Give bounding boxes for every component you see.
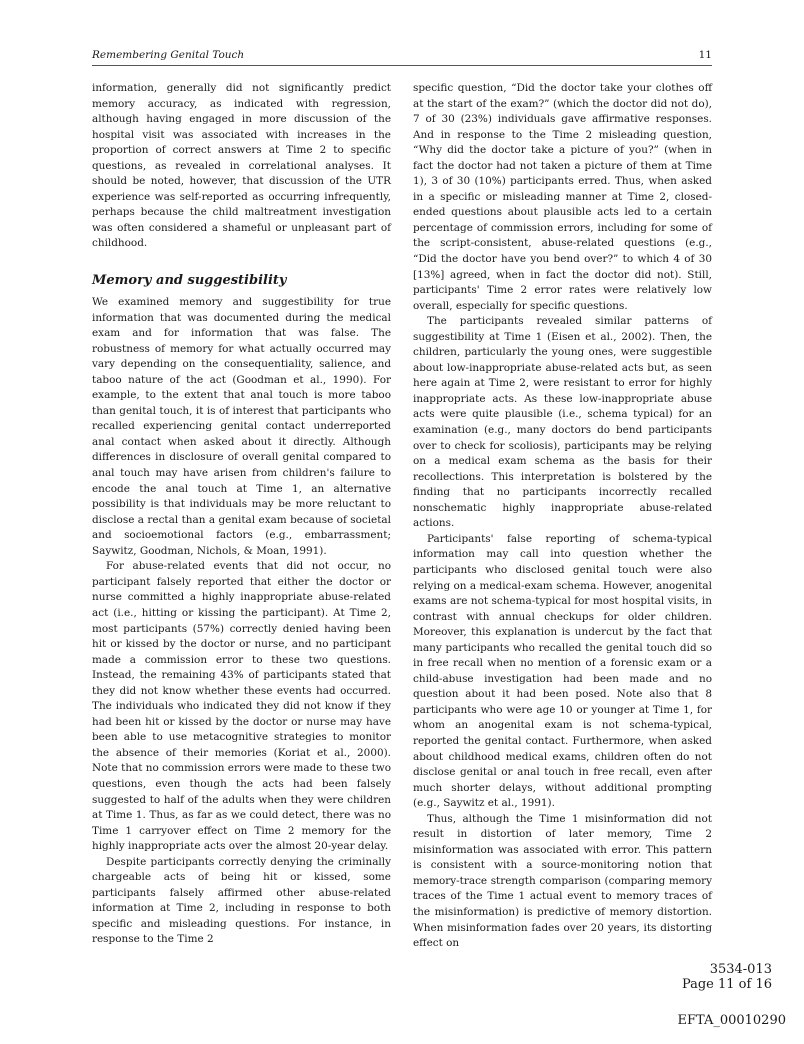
bates-number: EFTA_00010290 (677, 1013, 786, 1028)
left-column (92, 81, 391, 948)
header-rule (92, 65, 712, 66)
running-header (92, 49, 712, 65)
section-heading: Memory and suggestibility (92, 273, 287, 289)
paragraph: Despite participants correctly denying the criminally chargeable acts of being hit or kissed, some participants falsely affirmed other abuse-related information at Time 2, including in response to both specific and misleading questions. For instance, in response to the Time 2 (92, 855, 391, 946)
paragraph: We examined memory and suggestibility for true information that was documented during the medical exam and for information that was false. The robustness of memory for what actually occurred may vary depending on the consequentiality, salience, and taboo nature of the act (Goodman et al., 1990). For example, to the extent that anal touch is more taboo than genital touch, it is of interest that participants who recalled experiencing genital contact underreported anal contact when asked about it directly. Although differences in disclosure of overall genital compared to anal touch may have arisen from children's failure to encode the anal touch at Time 1, an alternative possibility is that individuals may be more reluctant to disclose a rectal than a genital exam because of societal and socioemotional factors (e.g., embarrassment; Saywitz, Goodman, Nichols, & Moan, 1991). (92, 296, 391, 557)
paragraph: information, generally did not significantly predict memory accuracy, as indicated with regression, although having engaged in more discussion of the hospital visit was associated with increases in the proportion of correct answers at Time 2 to specific questions, as revealed in correlational analyses. It should be noted, however, that discussion of the UTR experience was self-reported as occurring infrequently, perhaps because the child maltreatment investigation was often considered a shameful or unpleasant part of childhood. (92, 82, 391, 250)
paragraph: For abuse-related events that did not occur, no participant falsely reported that either the doctor or nurse committed a highly inappropriate abuse-related act (i.e., hitting or kissing the participant). At Time 2, most participants (57%) correctly denied having been hit or kissed by the doctor or nurse, and no participant made a commission error to these two questions. Instead, the remaining 43% of participants stated that they did not know whether these events had occurred. The individuals who indicated they did not know if they had been hit or kissed by the doctor or nurse may have been able to use metacognitive strategies to monitor the absence of their memories (Koriat et al., 2000). Note that no commission errors were made to these two questions, even though the acts had been falsely suggested to half of the adults when they were children at Time 1. Thus, as far as we could detect, there was no Time 1 carryover effect on Time 2 memory for the highly inappropriate acts over the almost 20-year delay. (92, 560, 391, 853)
paragraph: specific question, “Did the doctor take your clothes off at the start of the exam?” (which the doctor did not do), 7 of 30 (23%) individuals gave affirmative responses. And in response to the Time 2 misleading question, “Why did the doctor take a picture of you?” (when in fact the doctor had not taken a picture of them at Time 1), 3 of 30 (10%) participants erred. Thus, when asked in a specific or misleading manner at Time 2, closed-ended questions about plausible acts led to a certain percentage of commission errors, including for some of the script-consistent, abuse-related questions (e.g., “Did the doctor have you bend over?” to which 4 of 30 [13%] agreed, when in fact the doctor did not). Still, participants' Time 2 error rates were relatively low overall, especially for specific questions. (413, 82, 712, 312)
paragraph: Thus, although the Time 1 misinformation did not result in distortion of later memory, Time 2 misinformation was associated with error. This pattern is consistent with a source-monitoring notion that memory-trace strength comparison (comparing memory traces of the Time 1 actual event to memory traces of the misinformation) is predictive of memory distortion. When misinformation fades over 20 years, its distorting effect on (413, 812, 712, 950)
right-column (413, 81, 712, 952)
document-footer (682, 962, 772, 992)
page-number: 11 (698, 49, 712, 61)
running-title: Remembering Genital Touch (92, 49, 245, 61)
paragraph: The participants revealed similar patterns of suggestibility at Time 1 (Eisen et al., 2002). Then, the children, particularly the young ones, were suggestible about low-inappropriate abuse-related acts but, as seen here again at Time 2, were resistant to error for highly inappropriate acts. As these low-inappropriate abuse acts were quite plausible (i.e., schema typical) for an examination (e.g., many doctors do bend participants over to check for scoliosis), participants may be relying on a medical exam schema as the basis for their recollections. This interpretation is bolstered by the finding that no participants incorrectly recalled nonschematic highly inappropriate abuse-related actions. (413, 315, 712, 530)
document-id: 3534-013 (709, 962, 772, 977)
page-of-label: Page 11 of 16 (681, 977, 772, 992)
paragraph: Participants' false reporting of schema-typical information may call into question whether the participants who disclosed genital touch were also relying on a medical-exam schema. However, anogenital exams are not schema-typical for most hospital visits, in contrast with annual checkups for older children. Moreover, this explanation is undercut by the fact that many participants who recalled the genital touch did so in free recall when no mention of a forensic exam or a child-abuse investigation had been made and no question about it had been posed. Note also that 8 participants who were age 10 or younger at Time 1, for whom an anogenital exam is not schema-typical, reported the genital contact. Furthermore, when asked about childhood medical exams, children often do not disclose genital or anal touch in free recall, even after much shorter delays, without additional prompting (e.g., Saywitz et al., 1991). (413, 532, 712, 810)
